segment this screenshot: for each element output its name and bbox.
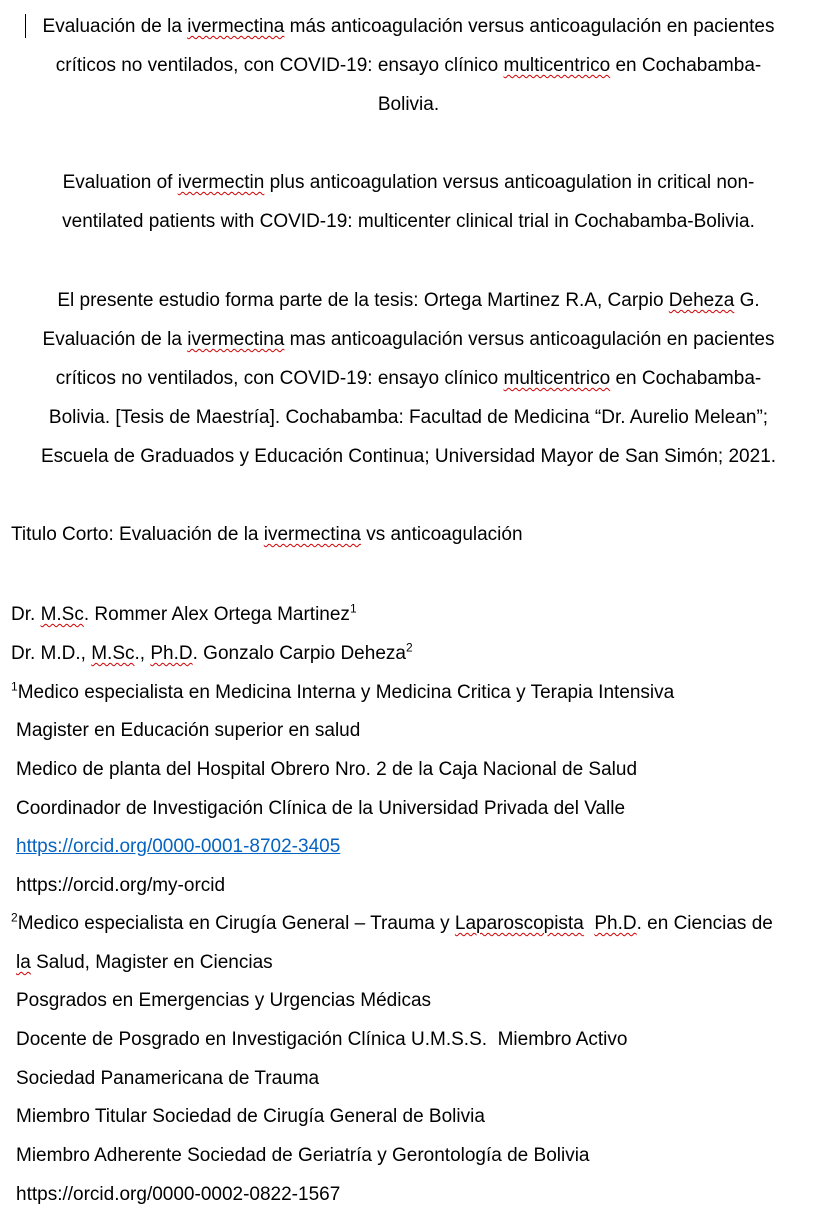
affil2-line-7: Miembro Adherente Sociedad de Geriatría y Gerontología de Bolivia bbox=[16, 1145, 590, 1166]
footnote-marker: 1 bbox=[11, 679, 18, 694]
affil2-line-2: la Salud, Magister en Ciencias bbox=[16, 952, 273, 973]
affil1-line-1: $^1$Medico especialista en Medicina Interna y Medicina Critica y Terapia Intensiva bbox=[11, 679, 675, 703]
spellcheck-word[interactable]: Ph.D bbox=[150, 643, 193, 664]
affil2-line-3: Posgrados en Emergencias y Urgencias Médicas bbox=[16, 990, 432, 1011]
thesis-line-3: críticos no ventilados, con COVID-19: ensayo clínico multicentrico en Cochabamba- bbox=[55, 368, 762, 389]
spellcheck-word[interactable]: la bbox=[16, 952, 31, 973]
thesis-line-4: Bolivia. [Tesis de Maestría]. Cochabamba: Facultad de Medicina “Dr. Aurelio Melean”; bbox=[48, 407, 769, 428]
affil2-line-6: Miembro Titular Sociedad de Cirugía General de Bolivia bbox=[16, 1106, 485, 1127]
orcid-link[interactable]: https://orcid.org/0000-0001-8702-3405 bbox=[16, 836, 341, 857]
spellcheck-word[interactable]: ivermectina bbox=[187, 16, 285, 37]
spellcheck-word[interactable]: M.Sc bbox=[40, 604, 84, 625]
title-es-line-2: críticos no ventilados, con COVID-19: ensayo clínico multicentrico en Cochabamba- bbox=[55, 55, 762, 76]
affil1-line-2: Magister en Educación superior en salud bbox=[16, 720, 361, 741]
thesis-line-5: Escuela de Graduados y Educación Continua; Universidad Mayor de San Simón; 2021. bbox=[40, 446, 777, 467]
spellcheck-word[interactable]: ivermectina bbox=[263, 524, 361, 545]
footnote-marker: 2 bbox=[405, 640, 413, 655]
spellcheck-word[interactable]: Ph.D bbox=[594, 913, 637, 934]
spellcheck-word[interactable]: multicentrico bbox=[503, 55, 611, 76]
footnote-marker: 2 bbox=[11, 910, 18, 925]
spellcheck-word[interactable]: Laparoscopista bbox=[454, 913, 584, 934]
thesis-line-1: El presente estudio forma parte de la tesis: Ortega Martinez R.A, Carpio Deheza G. bbox=[57, 290, 760, 311]
title-es-line-1: Evaluación de la ivermectina más anticoagulación versus anticoagulación en pacientes bbox=[42, 16, 775, 37]
affil2-line-5: Sociedad Panamericana de Trauma bbox=[16, 1068, 320, 1089]
affil1-line-6: https://orcid.org/my-orcid bbox=[16, 875, 226, 896]
title-en-line-2: ventilated patients with COVID-19: multicenter clinical trial in Cochabamba-Bolivia. bbox=[62, 211, 755, 232]
short-title: Titulo Corto: Evaluación de la ivermectina vs anticoagulación bbox=[11, 524, 523, 545]
spellcheck-word[interactable]: M.Sc bbox=[91, 643, 135, 664]
affil2-line-4: Docente de Posgrado en Investigación Clínica U.M.S.S. Miembro Activo bbox=[16, 1029, 628, 1050]
affil1-line-4: Coordinador de Investigación Clínica de la Universidad Privada del Valle bbox=[16, 798, 626, 819]
affil2-line-1: $^2$Medico especialista en Cirugía General – Trauma y Laparoscopista Ph.D. en Ciencias de bbox=[11, 910, 773, 934]
footnote-marker: 1 bbox=[349, 601, 357, 616]
affil1-orcid-link[interactable] bbox=[16, 836, 340, 858]
spellcheck-word[interactable]: Deheza bbox=[668, 290, 735, 311]
title-es-line-3: Bolivia. bbox=[377, 94, 440, 115]
author-1: Dr. M.Sc. Rommer Alex Ortega Martinez$^1$ bbox=[11, 601, 357, 625]
spellcheck-word[interactable]: multicentrico bbox=[503, 368, 611, 389]
author-2: Dr. M.D., M.Sc., Ph.D. Gonzalo Carpio Deheza$^2$ bbox=[11, 640, 413, 664]
affil2-line-8: https://orcid.org/0000-0002-0822-1567 bbox=[16, 1184, 341, 1205]
spellcheck-word[interactable]: ivermectin bbox=[177, 172, 265, 193]
affil1-line-3: Medico de planta del Hospital Obrero Nro. 2 de la Caja Nacional de Salud bbox=[16, 759, 638, 780]
spellcheck-word[interactable]: ivermectina bbox=[187, 329, 285, 350]
thesis-line-2: Evaluación de la ivermectina mas anticoagulación versus anticoagulación en pacientes bbox=[42, 329, 775, 350]
title-en-line-1: Evaluation of ivermectin plus anticoagulation versus anticoagulation in critical non- bbox=[62, 172, 755, 193]
